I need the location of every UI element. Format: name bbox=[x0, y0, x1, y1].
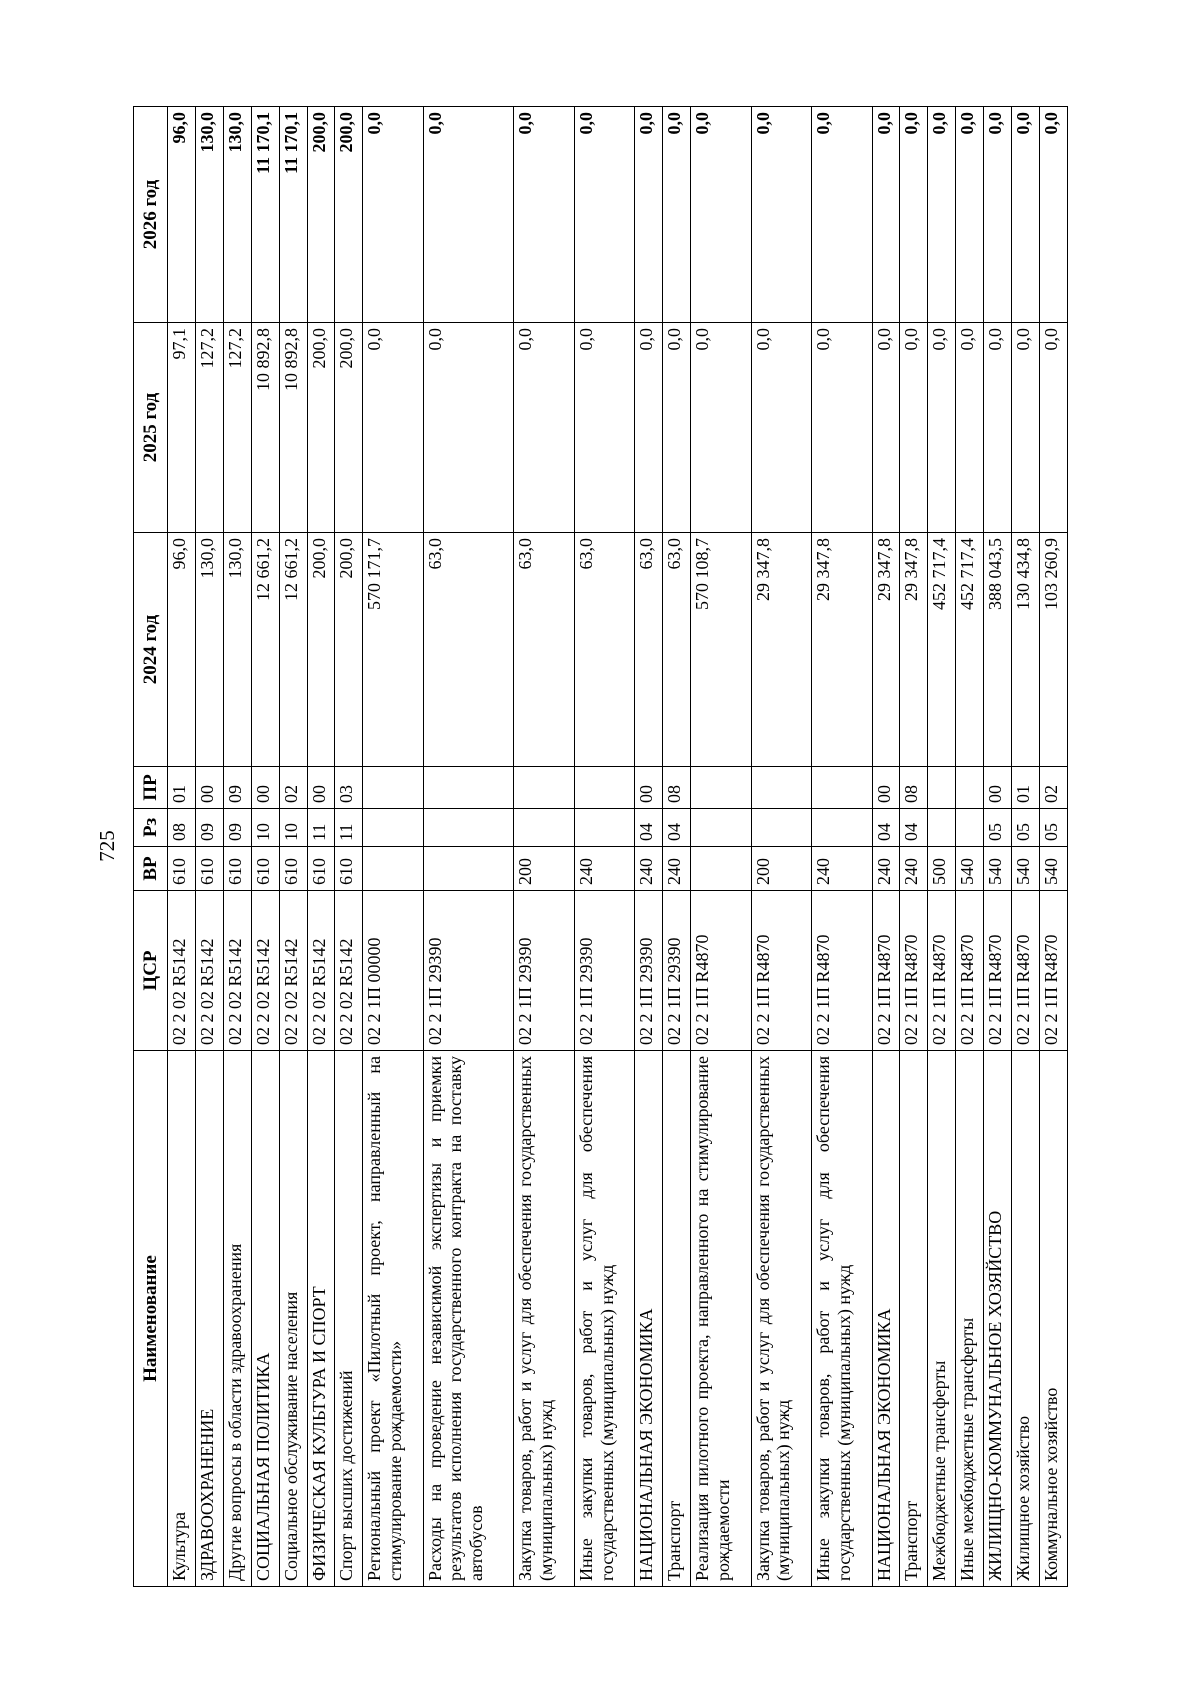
cell-y2024: 29 347,8 bbox=[900, 533, 928, 767]
cell-rz: 09 bbox=[195, 809, 223, 847]
cell-pr bbox=[812, 767, 872, 809]
cell-y2026: 0,0 bbox=[423, 107, 514, 323]
cell-pr bbox=[363, 767, 423, 809]
cell-rz bbox=[956, 809, 984, 847]
header-name: Наименование bbox=[134, 1051, 168, 1587]
table-row bbox=[1012, 107, 1040, 1587]
cell-y2026: 0,0 bbox=[635, 107, 663, 323]
cell-vr: 240 bbox=[900, 847, 928, 891]
cell-rz: 05 bbox=[1040, 809, 1068, 847]
cell-pr: 02 bbox=[1040, 767, 1068, 809]
cell-y2025: 0,0 bbox=[574, 323, 634, 533]
table-row bbox=[928, 107, 956, 1587]
cell-name: Транспорт bbox=[663, 1051, 691, 1587]
table-row bbox=[335, 107, 363, 1587]
table-row bbox=[663, 107, 691, 1587]
cell-name: ЖИЛИЩНО-КОММУНАЛЬНОЕ ХОЗЯЙСТВО bbox=[984, 1051, 1012, 1587]
cell-rz bbox=[423, 809, 514, 847]
cell-vr: 240 bbox=[872, 847, 900, 891]
cell-vr: 610 bbox=[307, 847, 335, 891]
budget-table bbox=[133, 106, 1068, 1587]
cell-y2025: 0,0 bbox=[812, 323, 872, 533]
cell-rz: 04 bbox=[900, 809, 928, 847]
cell-y2024: 103 260,9 bbox=[1040, 533, 1068, 767]
cell-csr: 02 2 1П R4870 bbox=[956, 891, 984, 1051]
cell-vr: 240 bbox=[574, 847, 634, 891]
cell-name: Иные межбюджетные трансферты bbox=[956, 1051, 984, 1587]
cell-csr: 02 2 1П 29390 bbox=[423, 891, 514, 1051]
cell-name: Иные закупки товаров, работ и услуг для обеспечения государственных (муниципальных) нужд bbox=[812, 1051, 872, 1587]
cell-name: Другие вопросы в области здравоохранения bbox=[223, 1051, 251, 1587]
cell-pr: 02 bbox=[279, 767, 307, 809]
cell-pr: 00 bbox=[635, 767, 663, 809]
cell-vr: 540 bbox=[1012, 847, 1040, 891]
cell-y2026: 0,0 bbox=[751, 107, 811, 323]
cell-y2024: 63,0 bbox=[514, 533, 574, 767]
cell-pr bbox=[928, 767, 956, 809]
table-body bbox=[168, 107, 1068, 1587]
cell-csr: 02 2 1П R4870 bbox=[1012, 891, 1040, 1051]
cell-y2025: 0,0 bbox=[984, 323, 1012, 533]
cell-rz: 05 bbox=[984, 809, 1012, 847]
cell-vr bbox=[423, 847, 514, 891]
cell-y2024: 29 347,8 bbox=[751, 533, 811, 767]
cell-vr: 240 bbox=[635, 847, 663, 891]
cell-vr: 500 bbox=[928, 847, 956, 891]
cell-pr bbox=[956, 767, 984, 809]
cell-name: ФИЗИЧЕСКАЯ КУЛЬТУРА И СПОРТ bbox=[307, 1051, 335, 1587]
cell-y2025: 0,0 bbox=[663, 323, 691, 533]
cell-vr: 240 bbox=[663, 847, 691, 891]
cell-y2024: 12 661,2 bbox=[251, 533, 279, 767]
cell-name: Транспорт bbox=[900, 1051, 928, 1587]
table-row bbox=[251, 107, 279, 1587]
cell-rz: 11 bbox=[307, 809, 335, 847]
cell-y2025: 0,0 bbox=[928, 323, 956, 533]
cell-vr: 540 bbox=[984, 847, 1012, 891]
table-row bbox=[1040, 107, 1068, 1587]
cell-csr: 02 2 02 R5142 bbox=[223, 891, 251, 1051]
table-row bbox=[635, 107, 663, 1587]
cell-csr: 02 2 1П R4870 bbox=[928, 891, 956, 1051]
cell-csr: 02 2 1П R4870 bbox=[872, 891, 900, 1051]
cell-y2026: 0,0 bbox=[872, 107, 900, 323]
cell-name: Коммунальное хозяйство bbox=[1040, 1051, 1068, 1587]
cell-vr: 610 bbox=[279, 847, 307, 891]
table-row bbox=[812, 107, 872, 1587]
cell-name: Закупка товаров, работ и услуг для обеспечения государственных (муниципальных) нужд bbox=[514, 1051, 574, 1587]
table-row bbox=[307, 107, 335, 1587]
cell-y2026: 96,0 bbox=[168, 107, 196, 323]
cell-vr: 610 bbox=[223, 847, 251, 891]
cell-pr: 09 bbox=[223, 767, 251, 809]
cell-pr: 00 bbox=[195, 767, 223, 809]
cell-rz: 05 bbox=[1012, 809, 1040, 847]
cell-csr: 02 2 1П R4870 bbox=[691, 891, 751, 1051]
cell-y2026: 200,0 bbox=[307, 107, 335, 323]
cell-y2024: 63,0 bbox=[423, 533, 514, 767]
cell-y2025: 200,0 bbox=[307, 323, 335, 533]
cell-vr: 240 bbox=[812, 847, 872, 891]
table-row bbox=[423, 107, 514, 1587]
cell-rz: 10 bbox=[251, 809, 279, 847]
cell-y2025: 0,0 bbox=[423, 323, 514, 533]
cell-y2026: 0,0 bbox=[1012, 107, 1040, 323]
cell-name: Региональный проект «Пилотный проект, направленный на стимулирование рождаемости» bbox=[363, 1051, 423, 1587]
cell-y2025: 200,0 bbox=[335, 323, 363, 533]
cell-rz bbox=[691, 809, 751, 847]
cell-y2024: 570 171,7 bbox=[363, 533, 423, 767]
table-row bbox=[751, 107, 811, 1587]
cell-rz: 04 bbox=[635, 809, 663, 847]
cell-y2025: 97,1 bbox=[168, 323, 196, 533]
cell-y2025: 0,0 bbox=[1012, 323, 1040, 533]
cell-y2025: 0,0 bbox=[1040, 323, 1068, 533]
cell-vr: 540 bbox=[1040, 847, 1068, 891]
cell-y2026: 130,0 bbox=[195, 107, 223, 323]
cell-y2025: 0,0 bbox=[514, 323, 574, 533]
cell-y2026: 0,0 bbox=[928, 107, 956, 323]
cell-rz: 04 bbox=[663, 809, 691, 847]
cell-y2024: 130 434,8 bbox=[1012, 533, 1040, 767]
cell-csr: 02 2 1П R4870 bbox=[900, 891, 928, 1051]
cell-rz: 10 bbox=[279, 809, 307, 847]
cell-rz bbox=[574, 809, 634, 847]
cell-y2024: 29 347,8 bbox=[812, 533, 872, 767]
cell-csr: 02 2 02 R5142 bbox=[168, 891, 196, 1051]
cell-y2024: 200,0 bbox=[335, 533, 363, 767]
cell-name: Закупка товаров, работ и услуг для обеспечения государственных (муниципальных) нужд bbox=[751, 1051, 811, 1587]
cell-csr: 02 2 02 R5142 bbox=[335, 891, 363, 1051]
table-row bbox=[574, 107, 634, 1587]
cell-y2025: 0,0 bbox=[872, 323, 900, 533]
cell-y2026: 0,0 bbox=[812, 107, 872, 323]
cell-y2024: 12 661,2 bbox=[279, 533, 307, 767]
cell-csr: 02 2 02 R5142 bbox=[307, 891, 335, 1051]
cell-y2026: 0,0 bbox=[956, 107, 984, 323]
cell-pr: 03 bbox=[335, 767, 363, 809]
cell-vr: 610 bbox=[335, 847, 363, 891]
cell-csr: 02 2 02 R5142 bbox=[195, 891, 223, 1051]
cell-y2026: 200,0 bbox=[335, 107, 363, 323]
cell-y2026: 130,0 bbox=[223, 107, 251, 323]
table-row bbox=[279, 107, 307, 1587]
table-row bbox=[168, 107, 196, 1587]
cell-y2026: 0,0 bbox=[900, 107, 928, 323]
cell-rz: 04 bbox=[872, 809, 900, 847]
budget-table-container bbox=[133, 107, 1068, 1587]
cell-vr: 610 bbox=[195, 847, 223, 891]
cell-pr: 01 bbox=[1012, 767, 1040, 809]
table-row bbox=[363, 107, 423, 1587]
cell-y2025: 0,0 bbox=[691, 323, 751, 533]
cell-y2024: 388 043,5 bbox=[984, 533, 1012, 767]
cell-y2024: 63,0 bbox=[663, 533, 691, 767]
cell-rz bbox=[751, 809, 811, 847]
cell-name: Расходы на проведение независимой экспертизы и приемки результатов исполнения государственного контракта на поставку автобусов bbox=[423, 1051, 514, 1587]
table-header-row bbox=[134, 107, 168, 1587]
header-2026: 2026 год bbox=[134, 107, 168, 323]
header-vr: ВР bbox=[134, 847, 168, 891]
cell-y2025: 0,0 bbox=[900, 323, 928, 533]
cell-y2024: 130,0 bbox=[195, 533, 223, 767]
cell-name: Иные закупки товаров, работ и услуг для обеспечения государственных (муниципальных) нужд bbox=[574, 1051, 634, 1587]
cell-name: Культура bbox=[168, 1051, 196, 1587]
cell-csr: 02 2 1П R4870 bbox=[751, 891, 811, 1051]
cell-y2025: 0,0 bbox=[363, 323, 423, 533]
cell-csr: 02 2 02 R5142 bbox=[279, 891, 307, 1051]
cell-rz bbox=[363, 809, 423, 847]
cell-name: НАЦИОНАЛЬНАЯ ЭКОНОМИКА bbox=[872, 1051, 900, 1587]
cell-pr bbox=[574, 767, 634, 809]
header-rz: Рз bbox=[134, 809, 168, 847]
cell-y2024: 29 347,8 bbox=[872, 533, 900, 767]
table-row bbox=[223, 107, 251, 1587]
cell-name: СОЦИАЛЬНАЯ ПОЛИТИКА bbox=[251, 1051, 279, 1587]
cell-csr: 02 2 1П R4870 bbox=[812, 891, 872, 1051]
page-number: 725 bbox=[94, 830, 119, 862]
cell-name: Жилищное хозяйство bbox=[1012, 1051, 1040, 1587]
cell-y2026: 0,0 bbox=[574, 107, 634, 323]
cell-csr: 02 2 1П 00000 bbox=[363, 891, 423, 1051]
table-row bbox=[872, 107, 900, 1587]
cell-y2026: 0,0 bbox=[663, 107, 691, 323]
cell-name: Спорт высших достижений bbox=[335, 1051, 363, 1587]
cell-csr: 02 2 1П R4870 bbox=[1040, 891, 1068, 1051]
cell-pr bbox=[751, 767, 811, 809]
cell-y2026: 0,0 bbox=[514, 107, 574, 323]
cell-y2024: 130,0 bbox=[223, 533, 251, 767]
table-row bbox=[900, 107, 928, 1587]
cell-vr: 200 bbox=[514, 847, 574, 891]
cell-vr: 610 bbox=[168, 847, 196, 891]
header-csr: ЦСР bbox=[134, 891, 168, 1051]
cell-y2025: 0,0 bbox=[956, 323, 984, 533]
cell-pr: 01 bbox=[168, 767, 196, 809]
cell-name: Реализация пилотного проекта, направленного на стимулирование рождаемости bbox=[691, 1051, 751, 1587]
cell-csr: 02 2 02 R5142 bbox=[251, 891, 279, 1051]
cell-vr bbox=[363, 847, 423, 891]
cell-name: Межбюджетные трансферты bbox=[928, 1051, 956, 1587]
cell-y2024: 200,0 bbox=[307, 533, 335, 767]
cell-rz: 08 bbox=[168, 809, 196, 847]
table-row bbox=[984, 107, 1012, 1587]
cell-pr: 08 bbox=[663, 767, 691, 809]
cell-vr: 610 bbox=[251, 847, 279, 891]
cell-csr: 02 2 1П R4870 bbox=[984, 891, 1012, 1051]
cell-y2026: 0,0 bbox=[1040, 107, 1068, 323]
cell-y2024: 63,0 bbox=[635, 533, 663, 767]
cell-rz bbox=[812, 809, 872, 847]
cell-pr bbox=[423, 767, 514, 809]
cell-pr bbox=[691, 767, 751, 809]
header-pr: ПР bbox=[134, 767, 168, 809]
cell-y2024: 63,0 bbox=[574, 533, 634, 767]
table-row bbox=[514, 107, 574, 1587]
table-row bbox=[691, 107, 751, 1587]
table-row bbox=[195, 107, 223, 1587]
cell-pr bbox=[514, 767, 574, 809]
cell-pr: 00 bbox=[872, 767, 900, 809]
cell-vr bbox=[691, 847, 751, 891]
cell-y2025: 127,2 bbox=[195, 323, 223, 533]
cell-y2024: 452 717,4 bbox=[956, 533, 984, 767]
cell-csr: 02 2 1П 29390 bbox=[514, 891, 574, 1051]
cell-rz: 11 bbox=[335, 809, 363, 847]
cell-rz bbox=[514, 809, 574, 847]
cell-name: ЗДРАВООХРАНЕНИЕ bbox=[195, 1051, 223, 1587]
header-2024: 2024 год bbox=[134, 533, 168, 767]
cell-csr: 02 2 1П 29390 bbox=[574, 891, 634, 1051]
cell-y2025: 10 892,8 bbox=[251, 323, 279, 533]
header-2025: 2025 год bbox=[134, 323, 168, 533]
cell-csr: 02 2 1П 29390 bbox=[663, 891, 691, 1051]
cell-pr: 08 bbox=[900, 767, 928, 809]
cell-y2025: 0,0 bbox=[635, 323, 663, 533]
cell-y2024: 570 108,7 bbox=[691, 533, 751, 767]
cell-pr: 00 bbox=[307, 767, 335, 809]
table-row bbox=[956, 107, 984, 1587]
cell-vr: 200 bbox=[751, 847, 811, 891]
cell-y2024: 96,0 bbox=[168, 533, 196, 767]
cell-vr: 540 bbox=[956, 847, 984, 891]
cell-y2025: 127,2 bbox=[223, 323, 251, 533]
cell-y2025: 10 892,8 bbox=[279, 323, 307, 533]
cell-y2024: 452 717,4 bbox=[928, 533, 956, 767]
cell-y2026: 0,0 bbox=[363, 107, 423, 323]
cell-rz: 09 bbox=[223, 809, 251, 847]
cell-y2026: 11 170,1 bbox=[251, 107, 279, 323]
cell-pr: 00 bbox=[984, 767, 1012, 809]
cell-rz bbox=[928, 809, 956, 847]
cell-name: НАЦИОНАЛЬНАЯ ЭКОНОМИКА bbox=[635, 1051, 663, 1587]
cell-csr: 02 2 1П 29390 bbox=[635, 891, 663, 1051]
cell-y2026: 0,0 bbox=[691, 107, 751, 323]
cell-y2025: 0,0 bbox=[751, 323, 811, 533]
cell-y2026: 0,0 bbox=[984, 107, 1012, 323]
cell-name: Социальное обслуживание населения bbox=[279, 1051, 307, 1587]
cell-pr: 00 bbox=[251, 767, 279, 809]
cell-y2026: 11 170,1 bbox=[279, 107, 307, 323]
